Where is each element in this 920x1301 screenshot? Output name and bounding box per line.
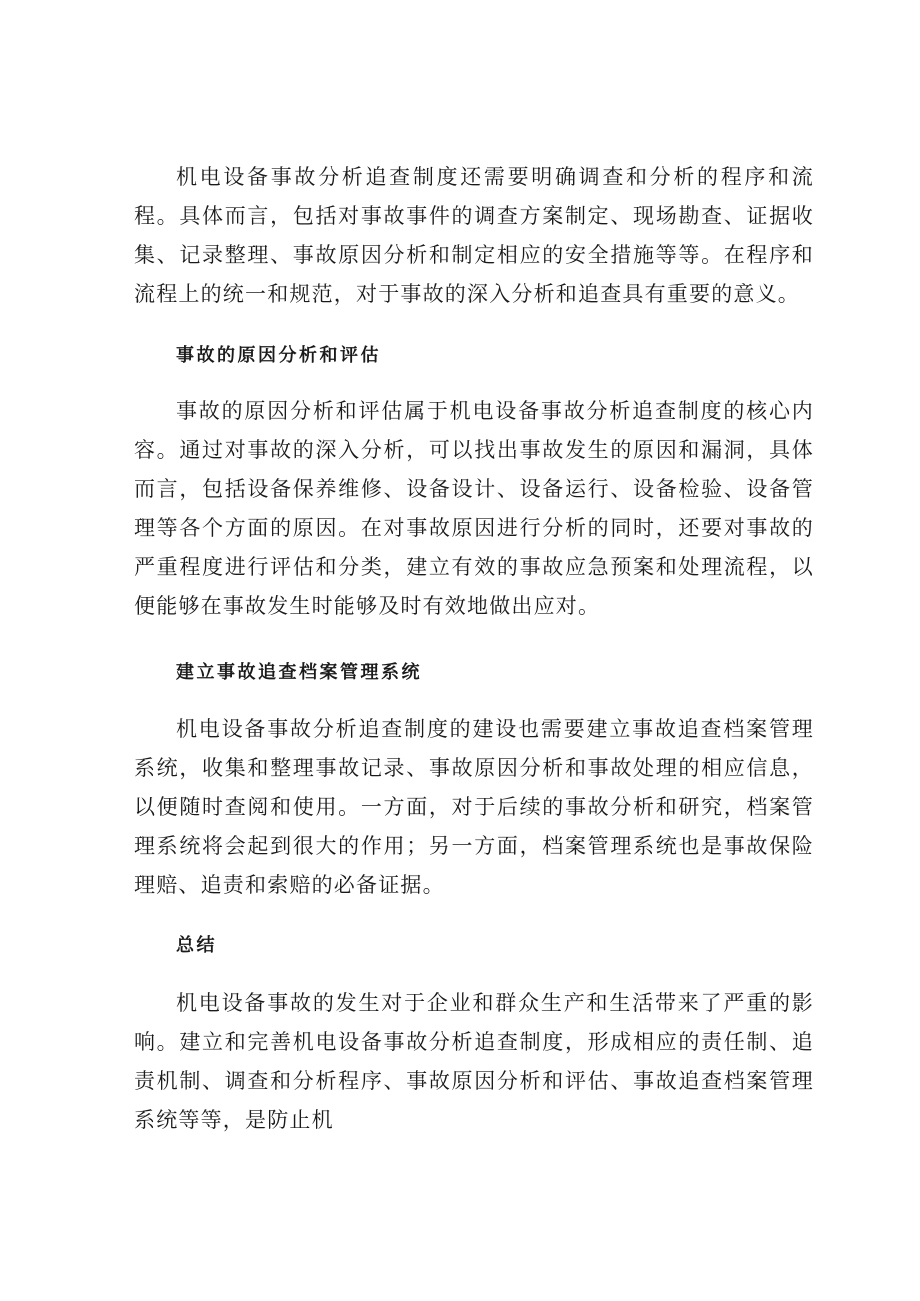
- paragraph-procedures: 机电设备事故分析追查制度还需要明确调查和分析的程序和流程。具体而言，包括对事故事件的调查方案制定、现场勘查、证据收集、记录整理、事故原因分析和制定相应的安全措施等等。在程序和流程上的统一和规范，对于事故的深入分析和追查具有重要的意义。: [134, 165, 814, 306]
- paragraph-archive-system: 机电设备事故分析追查制度的建设也需要建立事故追查档案管理系统，收集和整理事故记录、事故原因分析和事故处理的相应信息，以便随时查阅和使用。一方面，对于后续的事故分析和研究，档案管理系统将会起到很大的作用；另一方面，档案管理系统也是事故保险理赔、追责和索赔的必备证据。: [134, 717, 814, 897]
- paragraph-summary: 机电设备事故的发生对于企业和群众生产和生活带来了严重的影响。建立和完善机电设备事故分析追查制度，形成相应的责任制、追责机制、调查和分析程序、事故原因分析和评估、事故追查档案管理系统等等，是防止机: [134, 991, 814, 1132]
- heading-archive-system: 建立事故追查档案管理系统: [176, 662, 422, 683]
- heading-summary: 总结: [176, 935, 217, 956]
- heading-cause-analysis: 事故的原因分析和评估: [176, 345, 381, 366]
- paragraph-cause-analysis: 事故的原因分析和评估属于机电设备事故分析追查制度的核心内容。通过对事故的深入分析，可以找出事故发生的原因和漏洞，具体而言，包括设备保养维修、设备设计、设备运行、设备检验、设备管理等各个方面的原因。在对事故原因进行分析的同时，还要对事故的严重程度进行评估和分类，建立有效的事故应急预案和处理流程，以便能够在事故发生时能够及时有效地做出应对。: [134, 399, 814, 618]
